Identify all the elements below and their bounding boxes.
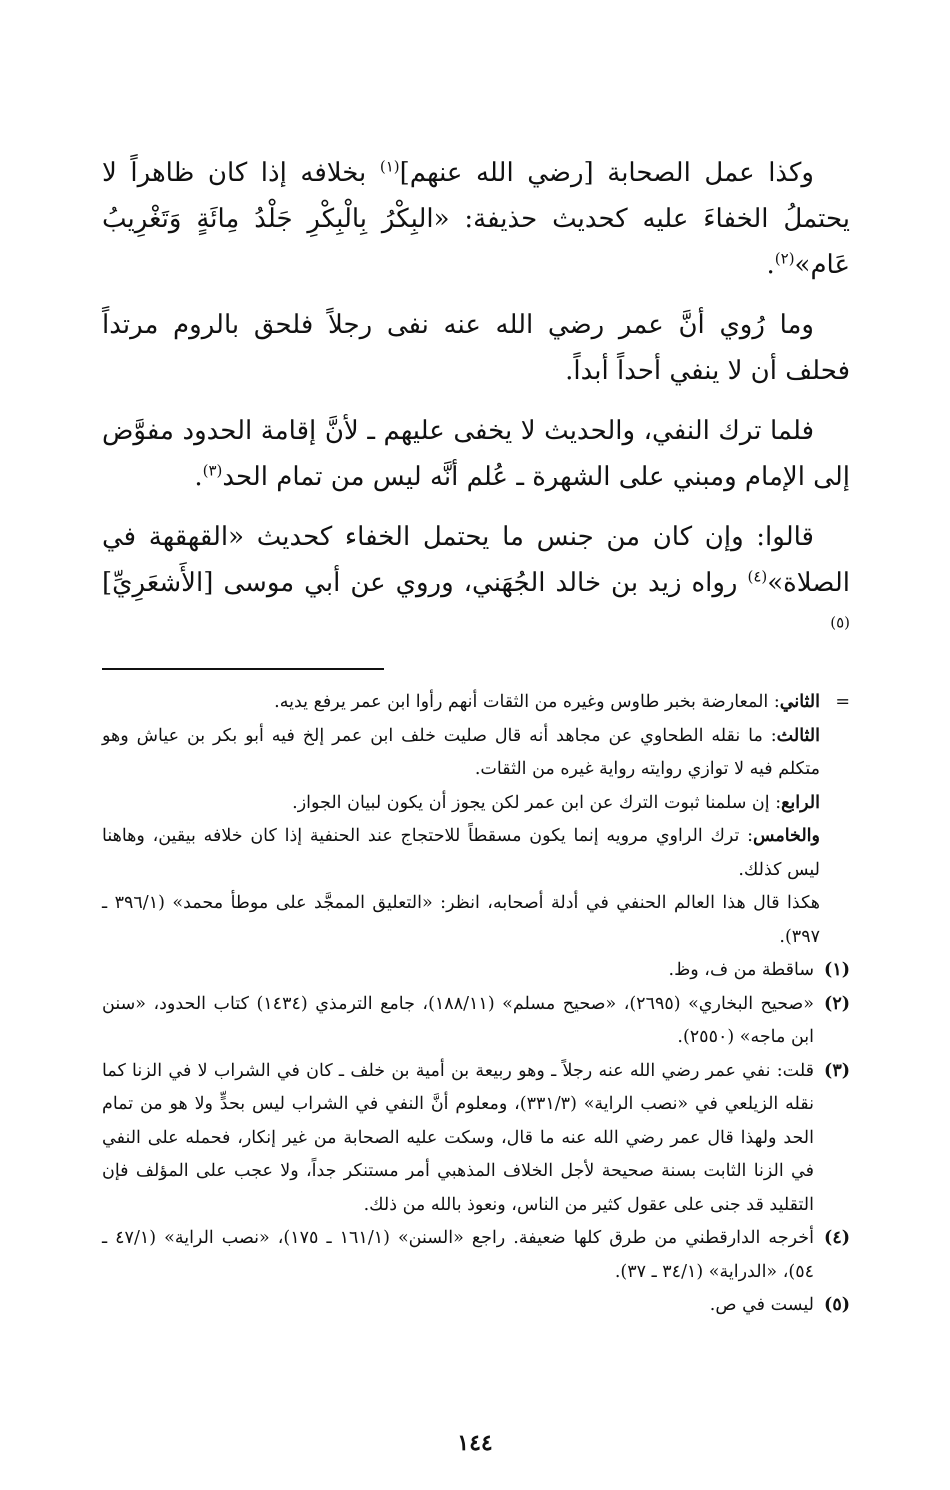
footnote-text: ساقطة من ف، وظ. [668,960,814,980]
footnote-4 [102,1222,850,1289]
main-paragraph-4 [102,514,850,652]
footnote-ref[interactable]: (٤) [747,567,768,586]
main-paragraph-1 [102,150,850,288]
continuation-item [102,820,820,887]
footnote-3 [102,1055,850,1223]
continuation-text: : ترك الراوي مرويه إنما يكون مسقطاً للاحتجاج عند الحنفية إذا كان خلافه بيقين، وهاهنا ليس كذلك. [102,826,820,880]
continuation-text: : المعارضة بخبر طاوس وغيره من الثقات أنهم رأوا ابن عمر يرفع يديه. [274,692,780,712]
footnote-ref[interactable]: (١) [379,157,400,176]
paragraph-text: قالوا: وإن كان من جنس ما يحتمل الخفاء كحديث «القهقهة في الصلاة» [102,522,850,598]
paragraph-text: . [194,462,203,492]
footnote-number: (٢) [824,993,850,1014]
footnote-1 [102,954,850,988]
continuation-label: الرابع [781,792,820,813]
footnote-ref[interactable]: (٣) [202,461,223,480]
footnote-text: ليست في ص. [709,1295,814,1315]
footnote-number: (٣) [824,1060,850,1081]
paragraph-text: وكذا عمل الصحابة [رضي الله عنهم] [399,158,814,188]
paragraph-text: رواه زيد بن خالد الجُهَني، وروي عن أبي موسى [الأَشعَرِيِّ] [102,568,748,598]
continuation-item [102,887,820,954]
footnote-number: (٤) [824,1228,850,1248]
continuation-text: : إن سلمنا ثبوت الترك عن ابن عمر لكن يجوز أن يكون لبيان الجواز. [292,792,782,813]
continuation-text: هكذا قال هذا العالم الحنفي في أدلة أصحابه، انظر: «التعليق الممجَّد على موطأ محمد» (٣٩٦/١ ـ ٣٩٧). [102,893,820,947]
page-body [102,150,850,1323]
footnote-number: (٥) [824,1295,850,1315]
footnote-text: قلت: نفي عمر رضي الله عنه رجلاً ـ وهو ربيعة بن أمية بن خلف ـ كان في الشراب لا في الزنا كما نقله الزيلعي في «نصب الراية» (٣٣١/٣)، ومعلوم أنَّ النفي في الشراب ليس بحدٍّ ولا هو من تمام الحد ولهذا قال عمر رضي الله عنه ما قال، وسكت عليه الصحابة من غير إنكار، فحمله على النفي في الزنا الثابت بسنة صحيحة لأجل الخلاف المذهبي أمر مستنكر جداً، ولا عجب على المؤلف فإن التقليد قد جنى على عقول كثير من الناس، ونعوذ بالله من ذلك. [102,1060,814,1215]
continuation-text: : ما نقله الطحاوي عن مجاهد أنه قال صليت خلف ابن عمر إلخ فيه أبو بكر بن عياش وهو متكلم فيه لا توازي روايته رواية غيره من الثقات. [102,725,820,779]
footnote-ref[interactable]: (٥) [830,613,850,632]
footnote-text: أخرجه الدارقطني من طرق كلها ضعيفة. راجع «السنن» (١٦١/١ ـ ١٧٥)، «نصب الراية» (٤٧/١ ـ ٥٤)، «الدراية» (٣٤/١ ـ ٣٧). [102,1228,814,1282]
continuation-item [102,686,820,720]
continuation-label: الثالث [776,725,820,746]
continuation-marker: = [835,692,850,712]
continuation-item [102,787,820,821]
footnote-ref[interactable]: (٢) [774,249,795,268]
footnote-number: (١) [824,960,850,980]
continuation-label: والخامس [753,826,820,846]
footnote-2 [102,988,850,1055]
paragraph-text: . [766,250,775,280]
continuation-label: الثاني [779,692,820,712]
paragraph-text: فلما ترك النفي، والحديث لا يخفى عليهم ـ لأنَّ إقامة الحدود مفوَّض إلى الإمام ومبني على الشهرة ـ عُلم أنَّه ليس من تمام الحد [102,416,850,492]
footnote-continuation [102,686,850,954]
main-paragraph-3 [102,408,850,500]
paragraph-text: وما رُوي أنَّ عمر رضي الله عنه نفى رجلاً فلحق بالروم مرتداً فحلف أن لا ينفي أحداً أبداً. [102,310,850,386]
continuation-item [102,720,820,787]
footnote-separator [102,668,384,670]
page-number: ١٤٤ [457,1430,493,1456]
footnote-5 [102,1289,850,1323]
footnote-text: «صحيح البخاري» (٢٦٩٥)، «صحيح مسلم» (١٨٨/١١)، جامع الترمذي (١٤٣٤) كتاب الحدود، «سنن ابن ماجه» (٢٥٥٠). [102,993,814,1047]
main-paragraph-2 [102,302,850,394]
paragraph-text: بخلافه إذا كان ظاهراً لا يحتملُ الخفاءَ عليه كحديث حذيفة: «البِكْرُ بِالْبِكْرِ جَلْدُ مِائَةٍ وَتَغْرِيبُ عَام» [102,158,850,280]
footnotes-section [102,686,850,1323]
